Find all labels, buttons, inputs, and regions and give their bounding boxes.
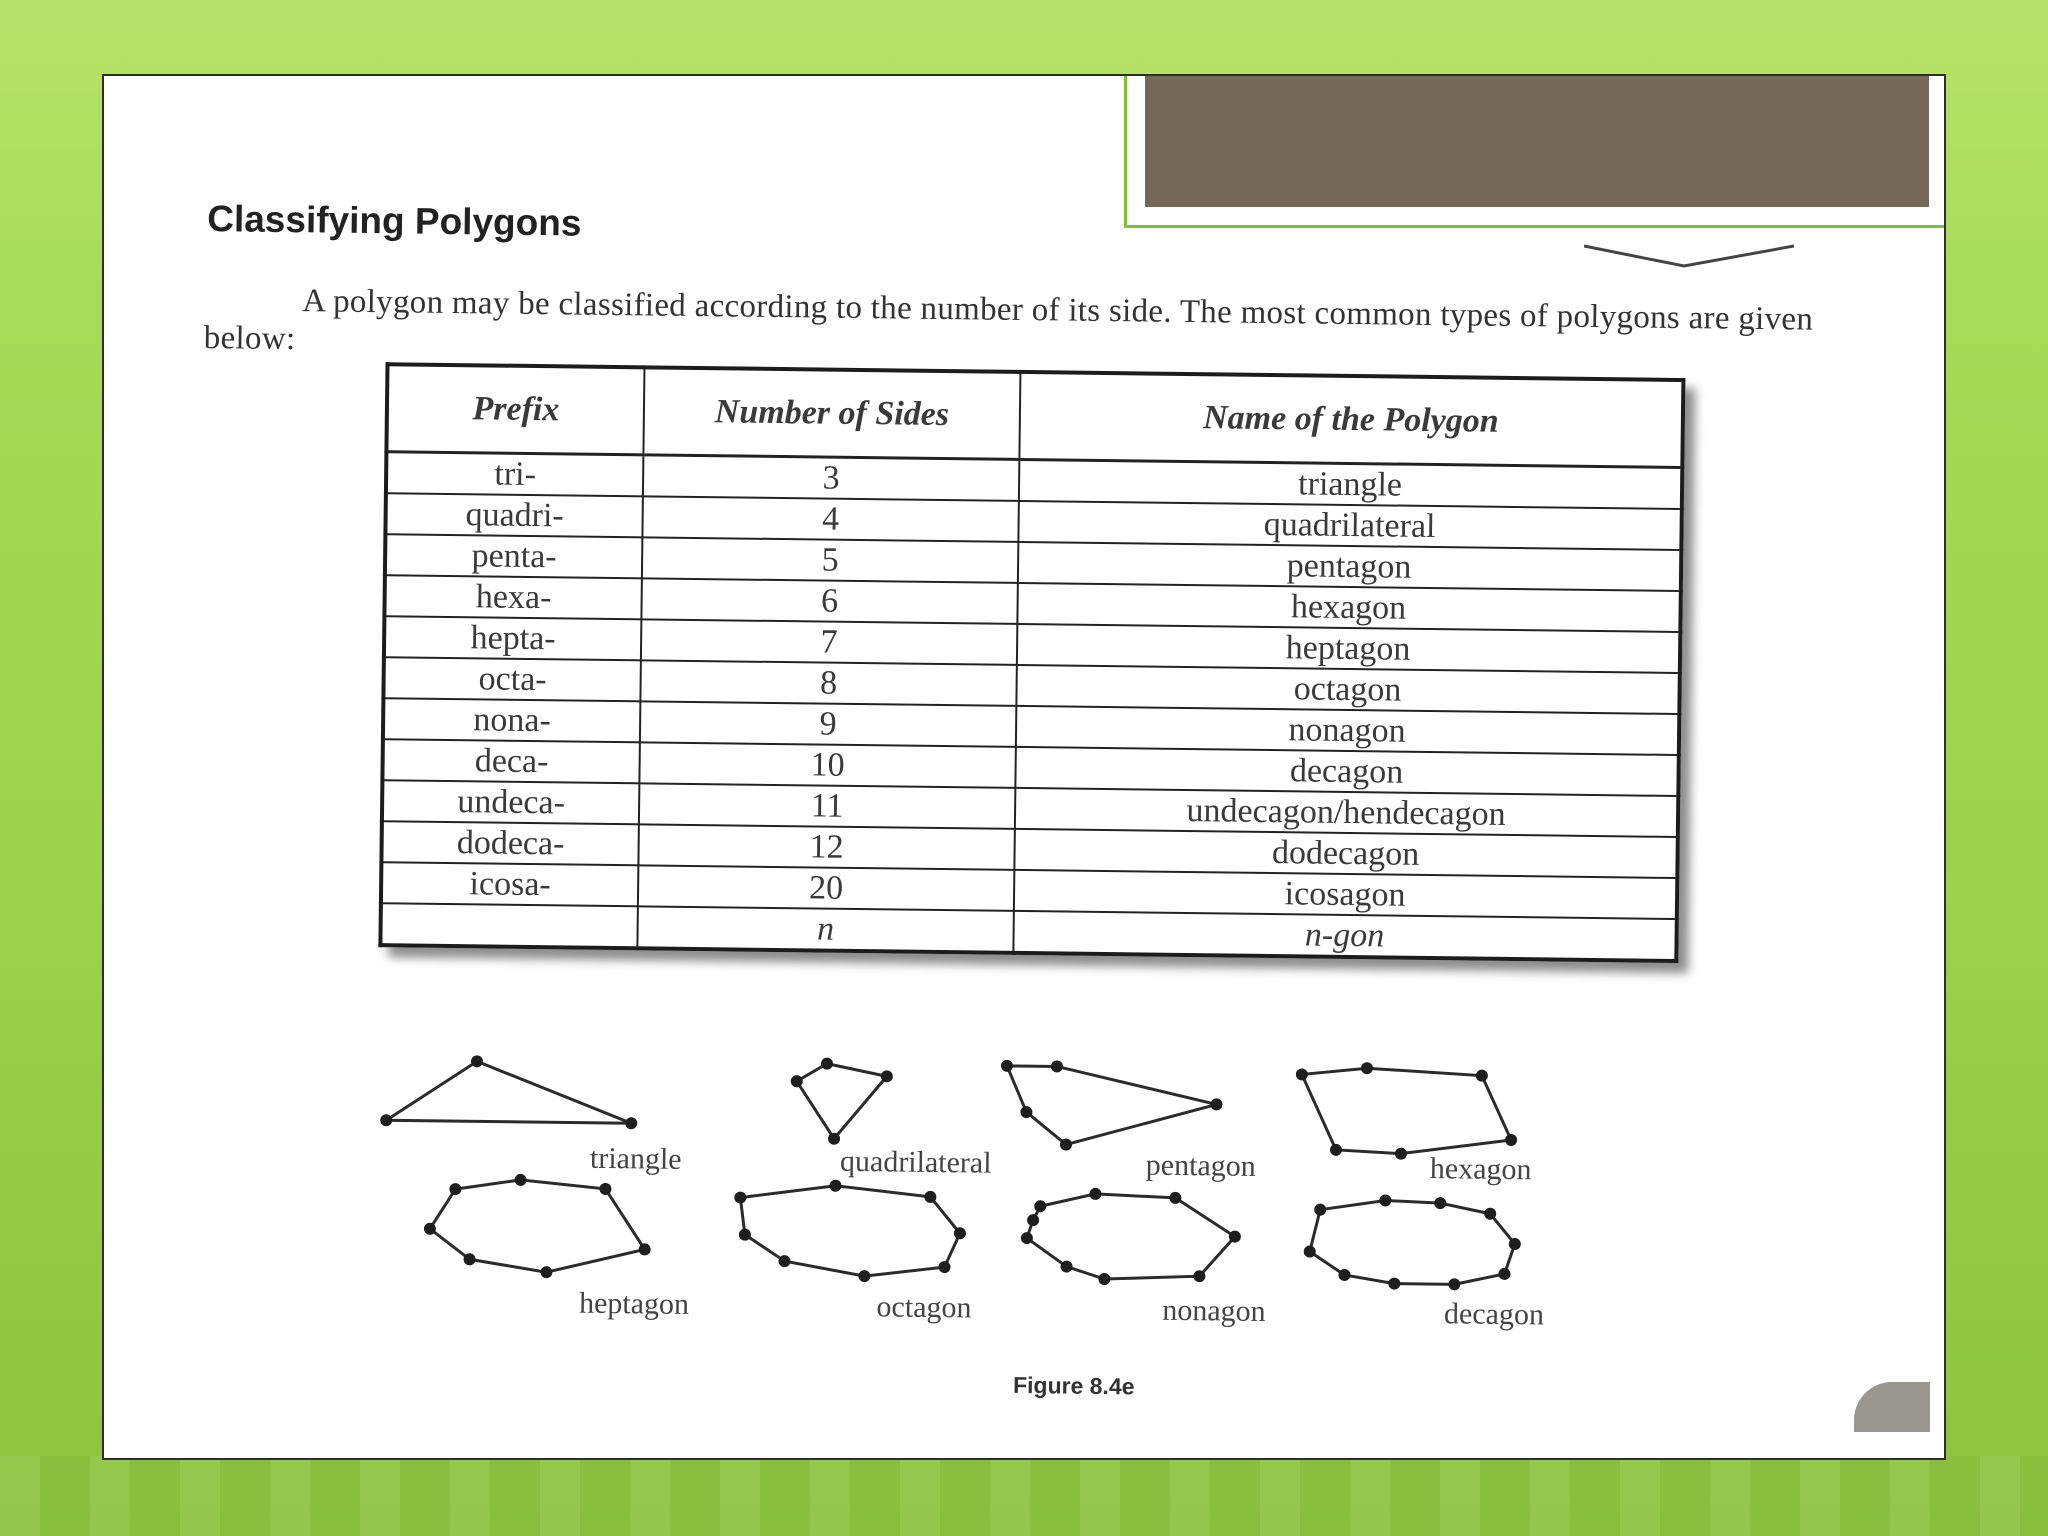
cell-prefix: hexa- (384, 575, 641, 619)
figure-label-decagon: decagon (1443, 1297, 1545, 1332)
cell-sides: 9 (640, 701, 1016, 747)
cell-prefix (380, 903, 637, 948)
table-body (380, 452, 1682, 961)
vertex-dot (1034, 1200, 1046, 1212)
vertex-dot (1089, 1188, 1101, 1200)
cell-name: heptagon (1017, 624, 1680, 673)
cell-sides: 12 (638, 824, 1014, 870)
vertex-dot (1476, 1070, 1488, 1082)
cell-name: decagon (1015, 747, 1678, 796)
vertex-dot (1505, 1134, 1517, 1146)
cell-sides: 7 (641, 619, 1017, 665)
background-stripes (0, 1456, 2048, 1536)
vertex-dot (625, 1117, 637, 1129)
vertex-dot (1498, 1268, 1510, 1280)
cell-name: undecagon/hendecagon (1015, 788, 1678, 837)
vertex-dot (540, 1266, 552, 1278)
polygon-table (378, 362, 1685, 963)
quadrilateral-figure (796, 1063, 887, 1139)
cell-sides: 20 (638, 865, 1014, 911)
cell-name: pentagon (1018, 542, 1681, 591)
cell-prefix: undeca- (382, 780, 639, 824)
cell-name: n-gon (1013, 911, 1676, 961)
cell-prefix: quadri- (385, 493, 642, 537)
vertex-dot (1330, 1144, 1342, 1156)
cell-sides: n (637, 906, 1013, 953)
scanned-content (102, 74, 1946, 1460)
figure-label-heptagon: heptagon (578, 1286, 690, 1321)
polygon-figures (354, 1008, 1858, 1356)
vertex-dot (1027, 1214, 1039, 1226)
cell-sides: 5 (642, 537, 1018, 583)
vertex-dot (514, 1174, 526, 1186)
header-prefix: Prefix (386, 364, 644, 455)
cell-sides: 3 (643, 455, 1019, 501)
figure-label-octagon: octagon (876, 1290, 972, 1325)
cell-sides: 10 (639, 742, 1015, 788)
vertex-dot (1388, 1278, 1400, 1290)
cell-prefix: icosa- (381, 862, 638, 906)
cell-sides: 8 (640, 660, 1016, 706)
header-name: Name of the Polygon (1019, 372, 1683, 468)
vertex-dot (1314, 1204, 1326, 1216)
cell-name: icosagon (1014, 870, 1677, 919)
vertex-dot (1051, 1060, 1063, 1072)
vertex-dot (1379, 1194, 1391, 1206)
cell-name: hexagon (1017, 583, 1680, 632)
cell-name: dodecagon (1014, 829, 1677, 878)
cell-prefix: hepta- (384, 616, 641, 660)
header-sides: Number of Sides (643, 367, 1020, 459)
intro-paragraph: A polygon may be classified according to the number of its side. The most common types of polygons are given below: (203, 283, 1814, 358)
cell-prefix: tri- (386, 452, 643, 497)
vertex-dot (1001, 1060, 1013, 1072)
cell-prefix: nona- (383, 698, 640, 742)
vertex-dot (1448, 1278, 1460, 1290)
cell-prefix: deca- (382, 739, 639, 783)
figure-label-pentagon: pentagon (1145, 1148, 1256, 1183)
triangle-figure (386, 1060, 632, 1123)
cell-prefix: penta- (385, 534, 642, 578)
cell-name: nonagon (1016, 706, 1679, 755)
figure-label-nonagon: nonagon (1162, 1293, 1266, 1329)
figure-caption: Figure 8.4e (1012, 1371, 1135, 1400)
section-heading: Classifying Polygons (207, 198, 582, 244)
vertex-dot (1098, 1273, 1110, 1285)
document-page (102, 74, 1946, 1460)
cell-name: octagon (1016, 665, 1679, 714)
cell-sides: 11 (639, 783, 1015, 829)
vertex-dot (1210, 1098, 1222, 1110)
cell-prefix: dodeca- (381, 821, 638, 865)
table-header-row (386, 364, 1683, 467)
vertex-dot (858, 1270, 870, 1282)
vertex-dot (829, 1180, 841, 1192)
cell-name: triangle (1019, 459, 1682, 509)
cell-name: quadrilateral (1018, 501, 1681, 550)
vertex-dot (1361, 1062, 1373, 1074)
vertex-dot (1296, 1068, 1308, 1080)
figure-label-triangle: triangle (589, 1141, 682, 1176)
cell-prefix: octa- (383, 657, 640, 701)
figure-label-hexagon: hexagon (1429, 1152, 1532, 1187)
vertex-dot (938, 1261, 950, 1273)
vertex-dot (821, 1058, 833, 1070)
cell-sides: 4 (642, 496, 1018, 542)
figure-label-quadrilateral: quadrilateral (839, 1144, 992, 1180)
cell-sides: 6 (641, 578, 1017, 624)
pentagon-figure (1006, 1066, 1217, 1147)
heptagon-figure (429, 1179, 645, 1274)
vertex-dot (1434, 1197, 1446, 1209)
vertex-dot (734, 1192, 746, 1204)
nonagon-figure (1026, 1193, 1235, 1281)
